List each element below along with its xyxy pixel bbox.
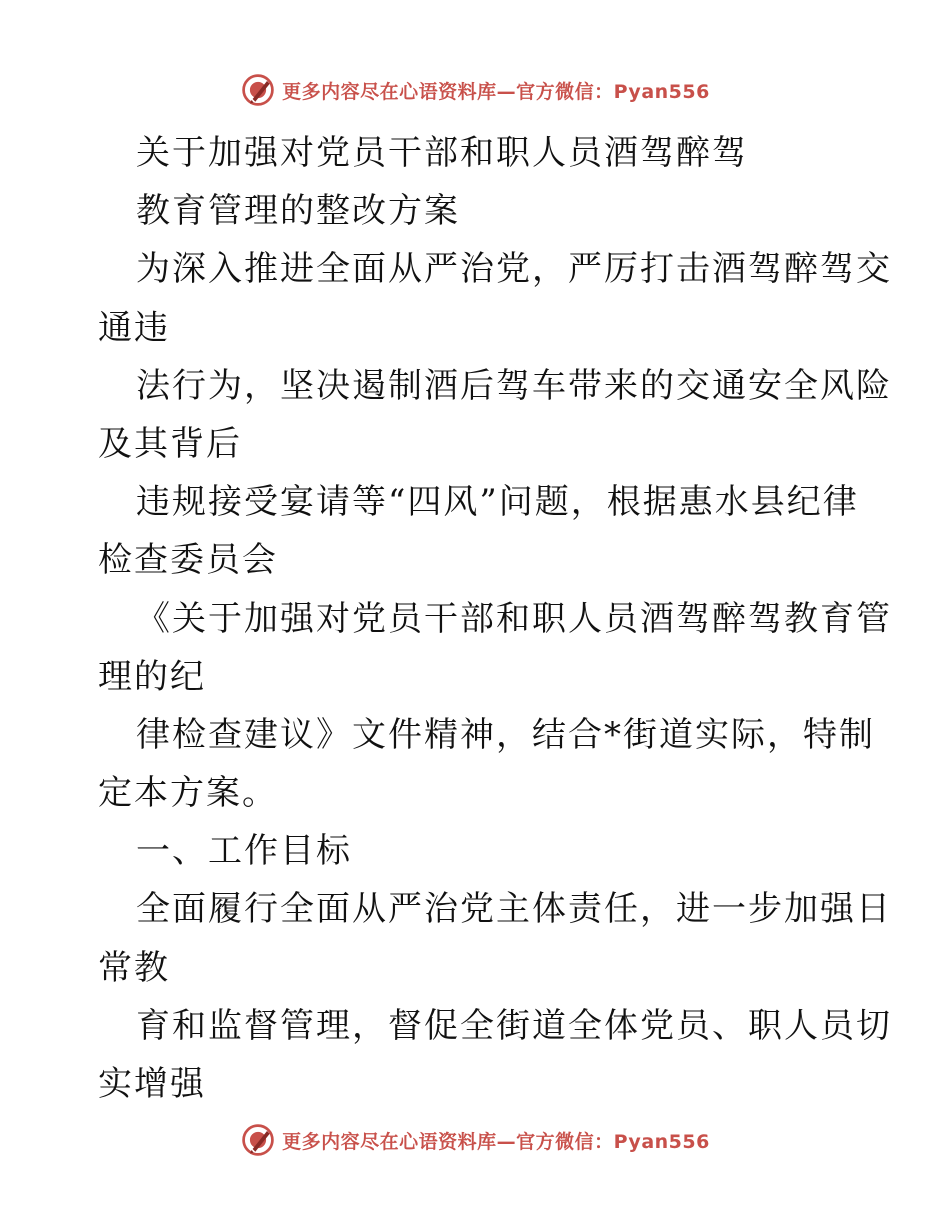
pen-logo-icon [240,1122,276,1158]
doc-line: 为深入推进全面从严治党，严厉打击酒驾醉驾交 [136,249,892,290]
doc-line: 育和监督管理，督促全街道全体党员、职人员切 [136,1005,892,1046]
doc-line: 《关于加强对党员干部和职人员酒驾醉驾教育管 [136,598,892,639]
watermark-text: 更多内容尽在心语资料库—官方微信：Pyan556 [282,1130,710,1153]
doc-line: 通违 [98,307,170,348]
doc-line: 关于加强对党员干部和职人员酒驾醉驾 [136,133,748,173]
doc-line: 违规接受宴请等“四风”问题，根据惠水县纪律 [136,482,859,523]
section-heading: 一、工作目标 [136,831,352,872]
doc-line: 全面履行全面从严治党主体责任，进一步加强日 [136,889,892,930]
doc-line: 定本方案。 [98,773,278,814]
document-body [98,124,892,1113]
doc-line: 理的纪 [98,656,206,697]
header-watermark [0,70,950,110]
footer-watermark [0,1120,950,1160]
doc-line: 常教 [98,947,170,988]
watermark-text: 更多内容尽在心语资料库—官方微信：Pyan556 [282,80,710,103]
doc-line: 律检查建议》文件精神，结合*街道实际，特制 [136,714,875,755]
doc-line: 检查委员会 [98,540,278,581]
doc-line: 教育管理的整改方案 [136,191,460,232]
doc-line: 及其背后 [98,423,242,464]
pen-logo-icon [240,72,276,108]
doc-line: 实增强 [98,1064,206,1104]
doc-line: 法行为，坚决遏制酒后驾车带来的交通安全风险 [136,365,892,406]
